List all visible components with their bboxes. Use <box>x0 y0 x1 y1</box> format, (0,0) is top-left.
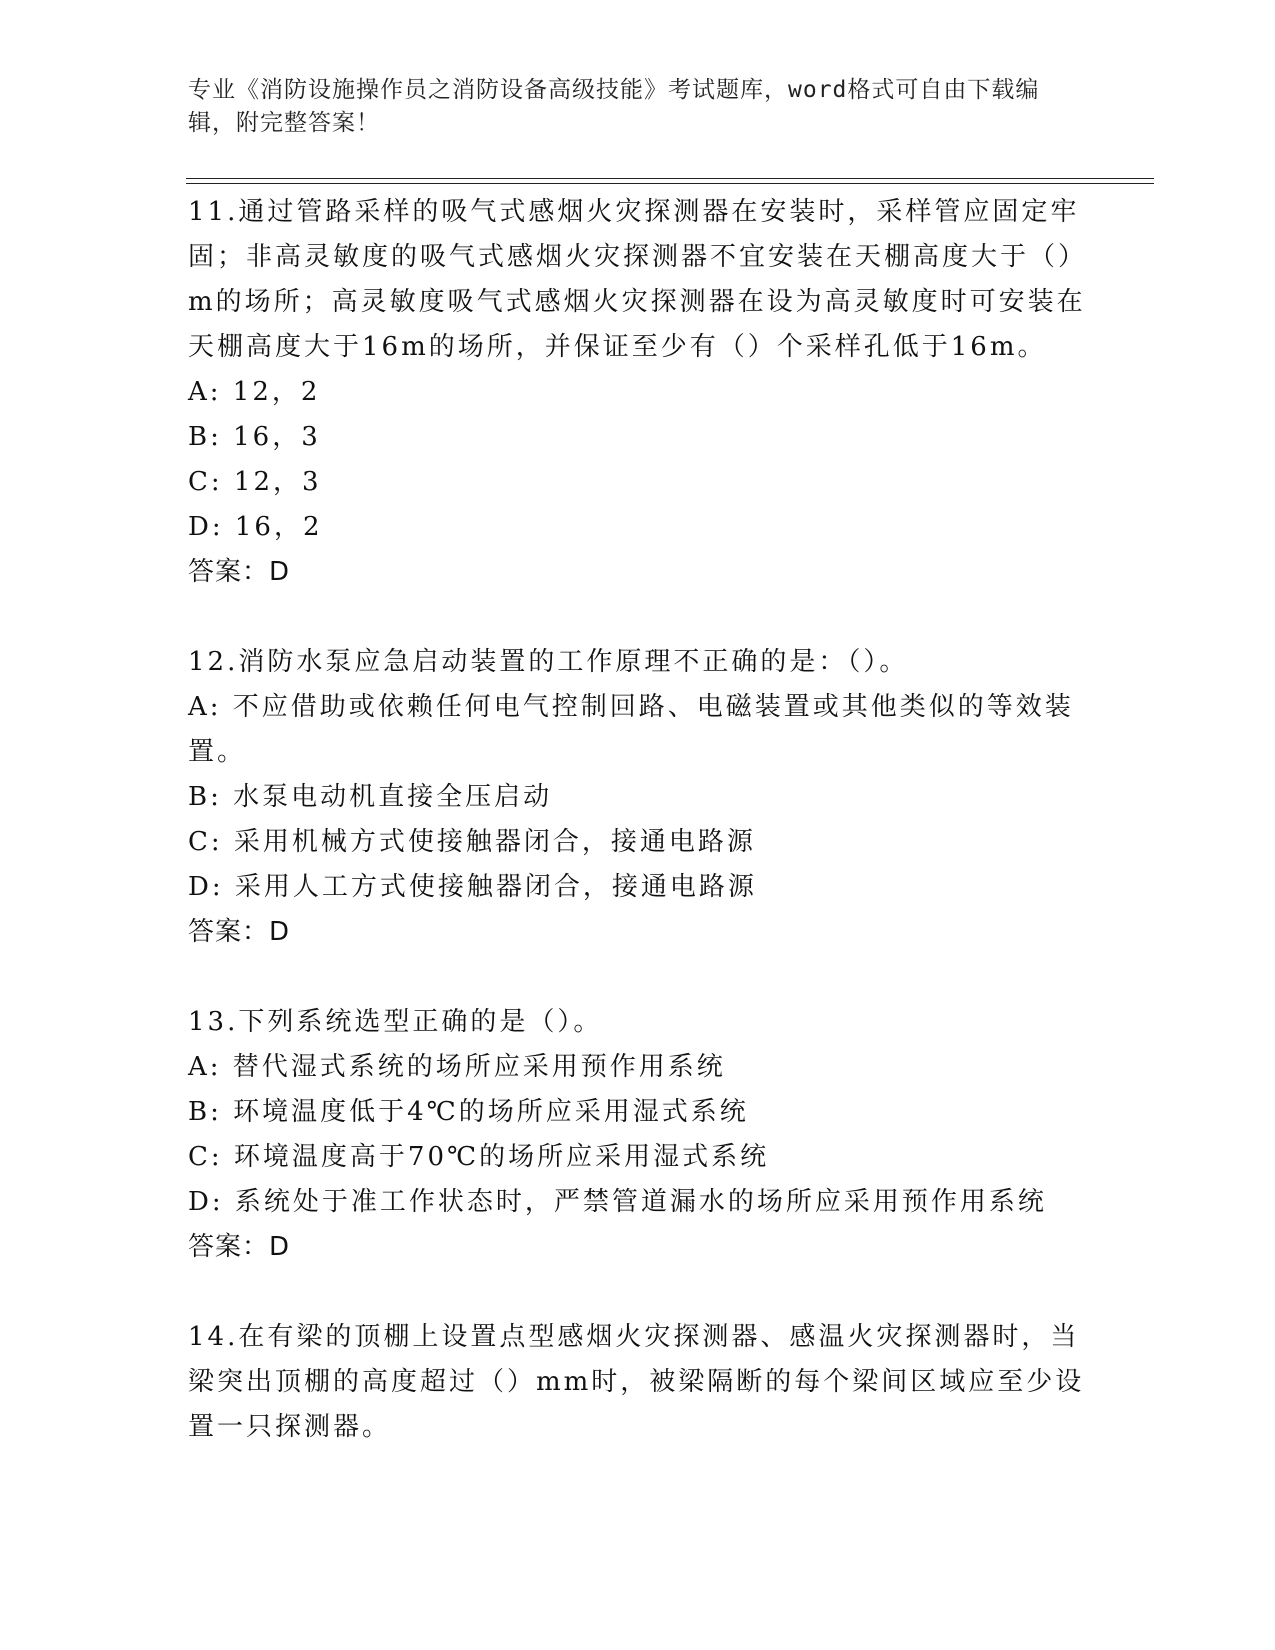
option-c: C: 环境温度高于70℃的场所应采用湿式系统 <box>188 1142 770 1172</box>
question-list <box>188 190 1088 1450</box>
option-b: B: 环境温度低于4℃的场所应采用湿式系统 <box>188 1097 749 1127</box>
option-d: D: 采用人工方式使接触器闭合，接通电路源 <box>188 872 757 902</box>
question-stem: 11.通过管路采样的吸气式感烟火灾探测器在安装时，采样管应固定牢固；非高灵敏度的吸气式感烟火灾探测器不宜安装在天棚高度大于（）m的场所；高灵敏度吸气式感烟火灾探测器在设为高灵敏度时可安装在天棚高度大于16m的场所，并保证至少有（）个采样孔低于16m。 <box>188 197 1088 362</box>
question-13 <box>188 1000 1088 1270</box>
option-a: A: 替代湿式系统的场所应采用预作用系统 <box>188 1052 726 1082</box>
question-spacer <box>188 595 1088 640</box>
header-divider-bottom <box>186 183 1154 184</box>
option-a: A: 不应借助或依赖任何电气控制回路、电磁装置或其他类似的等效装置。 <box>188 692 1074 767</box>
answer-label: 答案：D <box>188 557 291 587</box>
question-14 <box>188 1315 1088 1450</box>
question-stem: 12.消防水泵应急启动装置的工作原理不正确的是：（）。 <box>188 647 909 677</box>
option-b: B: 水泵电动机直接全压启动 <box>188 782 553 812</box>
header-divider-top <box>186 178 1154 179</box>
document-header: 专业《消防设施操作员之消防设备高级技能》考试题库，word格式可自由下载编辑，附完整答案！ <box>188 77 1040 136</box>
option-c: C: 采用机械方式使接触器闭合，接通电路源 <box>188 827 756 857</box>
answer-label: 答案：D <box>188 1232 291 1262</box>
option-b: B: 16，3 <box>188 422 321 452</box>
question-12 <box>188 640 1088 955</box>
question-stem: 14.在有梁的顶棚上设置点型感烟火灾探测器、感温火灾探测器时，当梁突出顶棚的高度超过（）mm时，被梁隔断的每个梁间区域应至少设置一只探测器。 <box>188 1322 1085 1442</box>
option-d: D: 16，2 <box>188 512 323 542</box>
option-a: A: 12，2 <box>188 377 321 407</box>
question-11 <box>188 190 1088 595</box>
question-stem: 13.下列系统选型正确的是（）。 <box>188 1007 603 1037</box>
question-spacer <box>188 1270 1088 1315</box>
option-c: C: 12，3 <box>188 467 322 497</box>
question-spacer <box>188 955 1088 1000</box>
option-d: D: 系统处于准工作状态时，严禁管道漏水的场所应采用预作用系统 <box>188 1187 1047 1217</box>
answer-label: 答案：D <box>188 917 291 947</box>
